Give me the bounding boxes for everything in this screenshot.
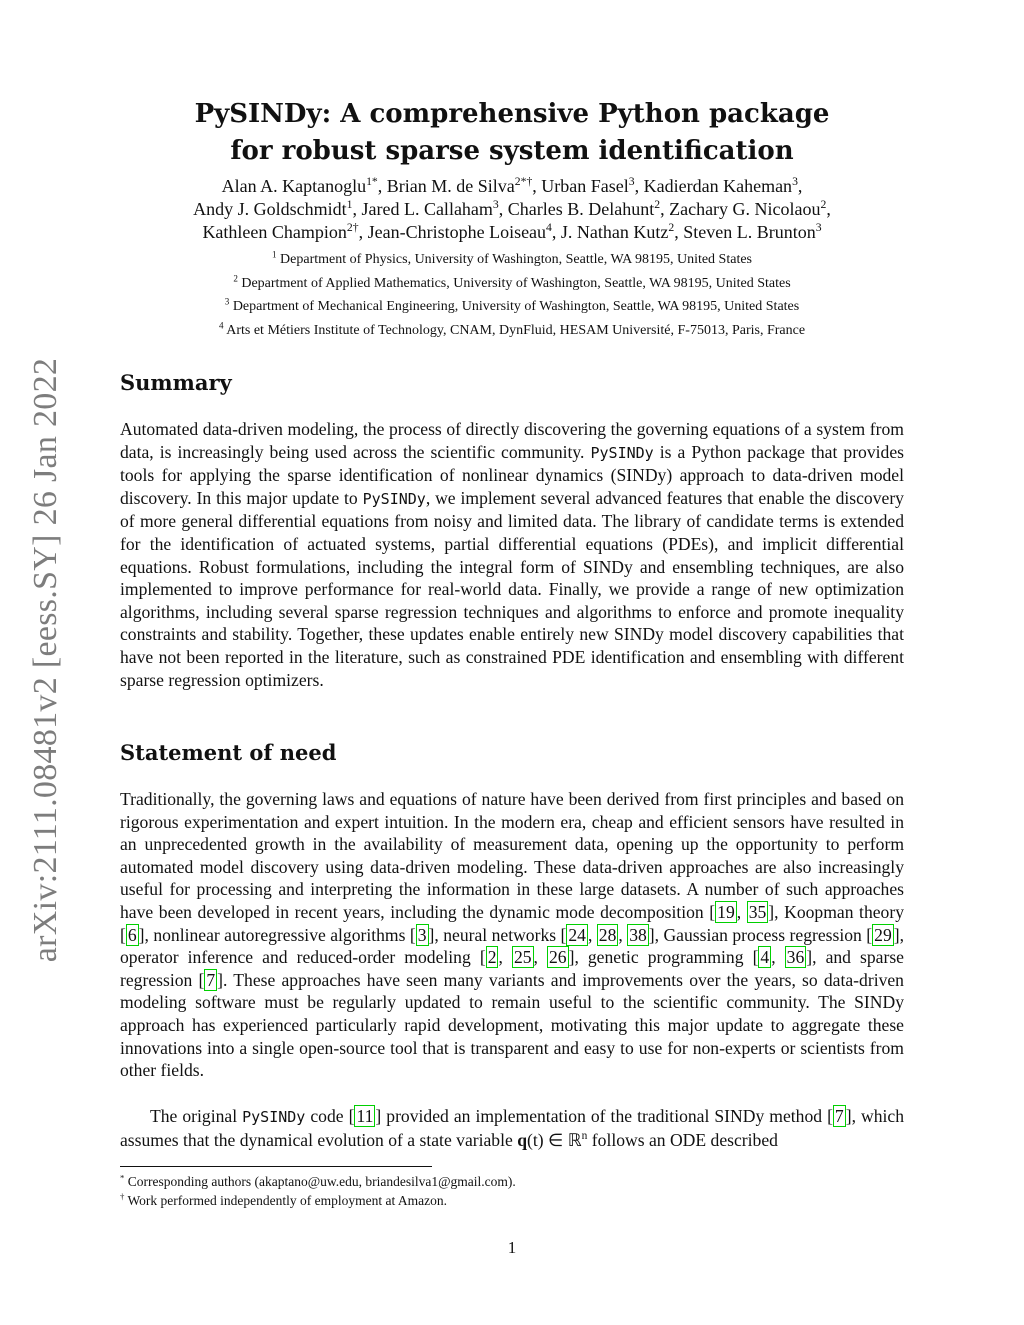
citation-link[interactable]: 7 bbox=[206, 969, 216, 990]
author-name: , Jean-Christophe Loiseau bbox=[358, 222, 547, 242]
text-run: Traditionally, the governing laws and equations of nature have been derived from first principles and based on rigorous experimentation and expert intuition. In the modern era, cheap and efficient sensors have resulted in an unprecedented growth in the availability of measurement data, opening up the opportunity to perform automated model discovery using data-driven modeling. These data-driven approaches are also increasingly useful for processing and interpreting the information in these large datasets. A number of such approaches have been developed in recent years, including the dynamic mode decomposition bbox=[120, 789, 904, 922]
author-name: , Kadierdan Kaheman bbox=[634, 176, 793, 196]
citation-link[interactable]: 26 bbox=[548, 947, 567, 968]
author-separator: , bbox=[826, 199, 831, 219]
math-superscript: n bbox=[581, 1129, 588, 1142]
math-symbol: q bbox=[517, 1129, 527, 1150]
arxiv-stamp bbox=[26, 350, 66, 970]
text-run: is a Python package that provides tools for applying the sparse identification of nonlinear dynamics (SINDy) approach to data-driven model discovery. In this major update to bbox=[120, 441, 904, 508]
author-name: Alan A. Kaptanoglu bbox=[221, 176, 367, 196]
footnotes bbox=[120, 1172, 904, 1210]
citation-link[interactable]: 7 bbox=[834, 1106, 844, 1126]
citation-link[interactable]: 19 bbox=[717, 901, 735, 922]
citation-link[interactable]: 25 bbox=[513, 947, 532, 968]
footnote-mark: † bbox=[120, 1191, 125, 1202]
text-run: The original bbox=[150, 1106, 243, 1126]
author-affil-sup: 2 bbox=[820, 198, 827, 211]
author-name: , Zachary G. Nicolaou bbox=[660, 199, 821, 219]
citation-link[interactable]: 24 bbox=[568, 924, 586, 945]
text-run: , nonlinear autoregressive algorithms bbox=[144, 924, 410, 945]
author-affil-sup: 3 bbox=[628, 175, 635, 188]
summary-heading: Summary bbox=[120, 370, 232, 395]
footnote-item bbox=[120, 1172, 904, 1191]
page-number: 1 bbox=[507, 1238, 517, 1257]
citation-link[interactable]: 3 bbox=[417, 924, 427, 945]
footnote-text: Corresponding authors (akaptano@uw.edu, briandesilva1@gmail.com). bbox=[124, 1174, 516, 1189]
author-name: , Steven L. Brunton bbox=[674, 222, 816, 242]
math-expression: (t) ∈ ℝ bbox=[527, 1129, 582, 1150]
text-run: , genetic programming bbox=[574, 947, 753, 968]
author-affil-sup: 2† bbox=[346, 221, 359, 234]
inline-code: PySINDy bbox=[590, 443, 654, 462]
text-run: provided an implementation of the traditional SINDy method bbox=[381, 1106, 828, 1126]
affiliation-text: Arts et Métiers Institute of Technology, CNAM, DynFluid, HESAM Université, F-75013, Paris, France bbox=[226, 322, 806, 338]
text-run: Automated data-driven modeling, the process of directly discovering the governing equations of a system from data, is increasingly being used across the scientific community. bbox=[120, 419, 904, 462]
affiliation-text: Department of Physics, University of Washington, Seattle, WA 98195, United States bbox=[280, 252, 752, 267]
author-affil-sup: 1 bbox=[346, 198, 353, 211]
title-line-1: PySINDy: A comprehensive Python package bbox=[194, 99, 830, 129]
citation-link[interactable]: 29 bbox=[874, 924, 892, 945]
affiliation-text: Department of Mechanical Engineering, University of Washington, Seattle, WA 98195, United States bbox=[232, 299, 800, 314]
text-run: , and sparse regression bbox=[120, 947, 904, 990]
statement-of-need-heading: Statement of need bbox=[120, 740, 337, 765]
footnote-mark: * bbox=[120, 1172, 125, 1183]
affiliation-item bbox=[110, 248, 914, 272]
inline-code: PySINDy bbox=[362, 489, 426, 508]
citation-link[interactable]: 35 bbox=[748, 901, 767, 922]
citation-link[interactable]: 28 bbox=[598, 924, 617, 945]
text-run: , Koopman theory bbox=[774, 901, 905, 922]
author-affil-sup: 4 bbox=[546, 221, 552, 234]
text-run: , we implement several advanced features that enable the discovery of more general differential equations from noisy and limited data. The library of candidate terms is extended for the identification of actuated systems, partial differential equations (PDEs), and implicit differential equations. Robust formulations, including the integral form of SINDy and ensembling techniques, are also implemented to improve performance for real-world data. Finally, we provide a range of new optimization algorithms, including several sparse regression techniques and algorithms to enforce and promote inequality constraints and stability. Together, these updates enable entirely new SINDy model discovery capabilities that have not been reported in the literature, such as constrained PDE identification and ensembling with different sparse regression optimizers. bbox=[120, 487, 904, 690]
citation-link[interactable]: 11 bbox=[356, 1106, 374, 1126]
citation-link[interactable]: 2 bbox=[487, 947, 497, 968]
paper-title bbox=[120, 96, 904, 170]
citation-link[interactable]: 38 bbox=[629, 924, 647, 945]
need-paragraph-2: The original PySINDy code [ 11 ] provided an implementation of the traditional SINDy method [ 7 ], which assumes that the dynamical evolution of a state variable q(t) ∈ ℝ$^n$ follows an ODE described bbox=[120, 1106, 904, 1150]
affiliation-number: 1 bbox=[271, 249, 277, 260]
summary-paragraph bbox=[120, 418, 904, 691]
author-affil-sup: 2*† bbox=[514, 175, 533, 188]
footnote-text: Work performed independently of employment at Amazon. bbox=[124, 1193, 447, 1208]
author-affil-sup: 2 bbox=[668, 221, 675, 234]
text-run: . These approaches have seen many variants and improvements over the years, so data-driven modeling software must be regularly updated to remain useful to the scientific community. The SINDy approach has experienced particularly rapid development, motivating this major update to aggregate these innovations into a single open-source tool that is transparent and easy to use for non-experts or scientists from other fields. bbox=[120, 969, 904, 1081]
affiliation-item bbox=[110, 272, 914, 296]
citation-link[interactable]: 4 bbox=[760, 947, 770, 968]
citation-link[interactable]: 36 bbox=[786, 947, 805, 968]
author-affil-sup: 3 bbox=[792, 175, 798, 188]
citation-link[interactable]: 6 bbox=[127, 924, 137, 945]
need-paragraph-1: Traditionally, the governing laws and equations of nature have been derived from first principles and based on rigorous experimentation and expert intuition. In the modern era, cheap and efficient sensors have resulted in an unprecedented growth in the availability of measurement data, opening up the opportunity to perform automated model discovery using data-driven modeling. These data-driven approaches are also increasingly useful for processing and interpreting the information in these large datasets. A number of such approaches have been developed in recent years, including the dynamic mode decomposition [ 19 , 35 ], Koopman theory [ 6 ], nonlinear autoregressive algorithms [ 3 ], neural networks [ 24 , 28 , 38 ], Gaussian process regression [ 29 ], operator inference and reduced-order modeling [ 2 , 25 , 26 ], genetic programming [ 4 , 36 ], and sparse regression [ 7 ]. These approaches have seen many variants and improvements over the years, so data-driven modeling software must be regularly updated to remain useful to the scientific community. The SINDy approach has experienced particularly rapid development, motivating this major update to aggregate these innovations into a single open-source tool that is transparent and easy to use for non-experts or scientists from other fields. bbox=[120, 789, 905, 1081]
author-separator: , bbox=[797, 176, 803, 196]
affiliation-text: Department of Applied Mathematics, University of Washington, Seattle, WA 98195, United States bbox=[241, 275, 791, 291]
author-line-2 bbox=[110, 198, 914, 221]
footnote-rule bbox=[120, 1166, 432, 1167]
affiliation-number: 4 bbox=[218, 319, 224, 330]
text-run: follows an ODE described bbox=[587, 1129, 778, 1150]
text-run: , which assumes that the dynamical evolution of a state variable bbox=[120, 1106, 904, 1150]
author-name: Kathleen Champion bbox=[202, 222, 347, 242]
author-affil-sup: 3 bbox=[815, 221, 822, 234]
title-line-2: for robust sparse system identification bbox=[230, 136, 794, 166]
affiliation-number: 3 bbox=[224, 296, 230, 307]
author-line-1 bbox=[110, 175, 914, 198]
affiliation-list bbox=[110, 248, 914, 342]
author-name: Andy J. Goldschmidt bbox=[193, 199, 347, 219]
text-run: code bbox=[305, 1106, 349, 1126]
text-run: , operator inference and reduced-order modeling bbox=[120, 924, 904, 968]
affiliation-number: 2 bbox=[233, 272, 238, 283]
affiliation-item bbox=[110, 295, 914, 319]
author-name: , Urban Fasel bbox=[532, 176, 629, 196]
author-name: , Charles B. Delahunt bbox=[498, 199, 655, 219]
text-run: , neural networks bbox=[434, 924, 561, 945]
inline-code: PySINDy bbox=[242, 1108, 306, 1126]
author-line-3 bbox=[110, 221, 914, 244]
author-name: , Brian M. de Silva bbox=[377, 176, 515, 196]
author-affil-sup: 1* bbox=[366, 175, 378, 188]
affiliation-item bbox=[110, 319, 914, 343]
author-name: , Jared L. Callaham bbox=[352, 199, 493, 219]
text-run: , Gaussian process regression bbox=[654, 924, 867, 945]
author-list bbox=[110, 175, 914, 244]
author-affil-sup: 3 bbox=[492, 198, 499, 211]
footnote-item bbox=[120, 1191, 904, 1210]
author-name: , J. Nathan Kutz bbox=[551, 222, 669, 242]
arxiv-stamp-text: arXiv:2111.08481v2 [eess.SY] 26 Jan 2022 bbox=[27, 357, 64, 963]
author-affil-sup: 2 bbox=[654, 198, 661, 211]
